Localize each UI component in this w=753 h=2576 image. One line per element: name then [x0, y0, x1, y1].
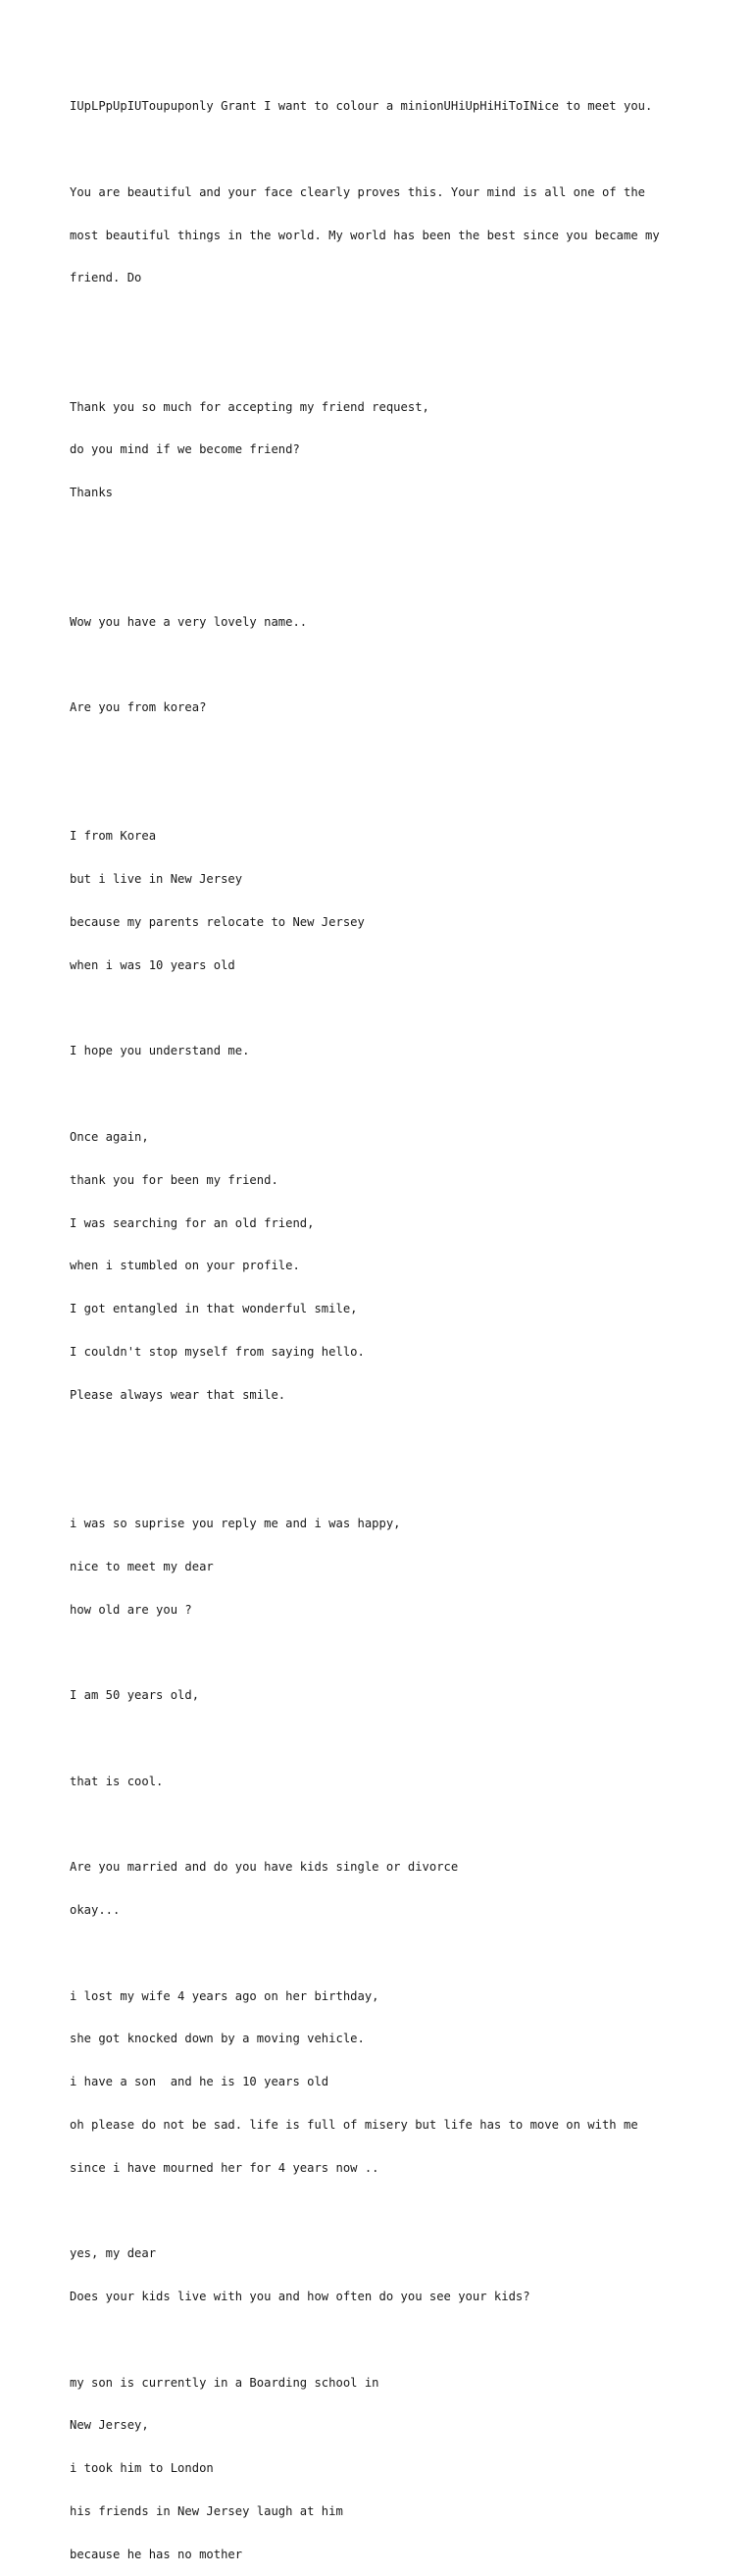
text-line: I was searching for an old friend,	[70, 1215, 315, 1230]
text-line: okay...	[70, 1903, 121, 1917]
text-line: You are beautiful and your face clearly proves this. Your mind is all one of the	[70, 184, 645, 199]
text-line	[70, 1430, 746, 1445]
text-line: I am 50 years old,	[70, 1688, 200, 1703]
text-line: I hope you understand me.	[70, 1044, 250, 1058]
text-line: yes, my dear	[70, 2246, 157, 2261]
text-line	[70, 1645, 746, 1660]
text-line: i took him to London	[70, 2461, 214, 2476]
text-line: do you mind if we become friend?	[70, 442, 300, 457]
text-line	[70, 357, 746, 372]
text-line: she got knocked down by a moving vehicle.	[70, 2032, 365, 2046]
text-line: his friends in New Jersey laugh at him	[70, 2503, 343, 2518]
text-line	[70, 314, 746, 329]
text-line: when i stumbled on your profile.	[70, 1259, 300, 1273]
text-line	[70, 744, 746, 758]
text-line: Wow you have a very lovely name..	[70, 614, 308, 629]
text-line	[70, 1473, 746, 1488]
text-line: but i live in New Jersey	[70, 872, 243, 887]
text-line	[70, 1002, 746, 1016]
text-line: my son is currently in a Boarding school in	[70, 2375, 379, 2390]
text-line	[70, 657, 746, 672]
text-line: i have a son and he is 10 years old	[70, 2075, 329, 2089]
text-line: how old are you ?	[70, 1602, 192, 1617]
text-line: that is cool.	[70, 1774, 164, 1788]
text-line: oh please do not be sad. life is full of misery but life has to move on with me	[70, 2117, 638, 2132]
text-line: Are you married and do you have kids single or divorce	[70, 1860, 459, 1875]
text-line: thank you for been my friend.	[70, 1172, 278, 1187]
text-line: when i was 10 years old	[70, 957, 235, 972]
text-line	[70, 1731, 746, 1746]
text-line	[70, 142, 746, 157]
text-line: Thank you so much for accepting my friend request,	[70, 399, 429, 414]
text-line: New Jersey,	[70, 2418, 149, 2433]
text-line: I from Korea	[70, 829, 157, 844]
text-line	[70, 2333, 746, 2347]
document-body	[70, 71, 746, 2576]
text-line: nice to meet my dear	[70, 1559, 214, 1573]
text-line: Does your kids live with you and how often do you see your kids?	[70, 2290, 530, 2304]
text-line: Please always wear that smile.	[70, 1387, 286, 1402]
text-line	[70, 529, 746, 543]
text-line: IUpLPpUpIUToupuponly Grant I want to colour a minionUHiUpHiHiToINice to meet you.	[70, 99, 653, 114]
text-line: most beautiful things in the world. My world has been the best since you became my	[70, 228, 660, 242]
text-line: Thanks	[70, 486, 114, 500]
text-line: Are you from korea?	[70, 700, 207, 715]
text-line	[70, 787, 746, 801]
text-line: because my parents relocate to New Jersey	[70, 915, 365, 930]
text-line: i lost my wife 4 years ago on her birthday,	[70, 1988, 379, 2003]
text-line: friend. Do	[70, 271, 142, 285]
text-line: because he has no mother	[70, 2547, 243, 2561]
text-line	[70, 1087, 746, 1102]
text-line	[70, 1946, 746, 1961]
text-line: I got entangled in that wonderful smile,	[70, 1302, 358, 1316]
text-line	[70, 2203, 746, 2218]
text-line: i was so suprise you reply me and i was happy,	[70, 1516, 401, 1530]
text-line	[70, 1817, 746, 1831]
text-line: Once again,	[70, 1129, 149, 1144]
text-line: I couldn't stop myself from saying hello.	[70, 1344, 365, 1359]
text-line	[70, 572, 746, 587]
text-line: since i have mourned her for 4 years now ..	[70, 2160, 379, 2175]
